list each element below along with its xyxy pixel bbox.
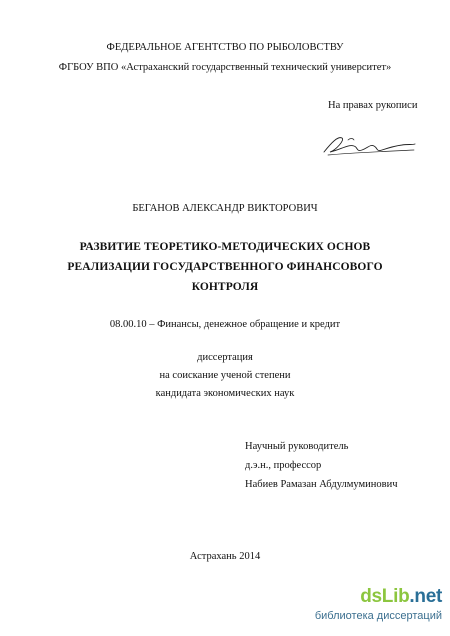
handwritten-signature — [318, 128, 418, 160]
dissertation-title — [0, 237, 450, 297]
agency-name: ФЕДЕРАЛЬНОЕ АГЕНТСТВО ПО РЫБОЛОВСТВУ — [106, 42, 344, 53]
watermark-brand-part1: dsLib — [360, 586, 410, 607]
university-name: ФГБОУ ВПО «Астраханский государственный технический университет» — [58, 62, 392, 73]
author-name: БЕГАНОВ АЛЕКСАНДР ВИКТОРОВИЧ — [132, 203, 318, 214]
title-line: РЕАЛИЗАЦИИ ГОСУДАРСТВЕННОГО ФИНАНСОВОГО — [67, 261, 383, 273]
title-line: КОНТРОЛЯ — [191, 281, 259, 293]
watermark-tagline: библиотека диссертаций — [314, 610, 442, 622]
supervisor-name: Набиев Рамазан Абдулмуминович — [245, 479, 398, 490]
supervisor-label: Научный руководитель — [245, 441, 349, 452]
rights-note: На правах рукописи — [328, 100, 418, 111]
specialty-code: 08.00.10 – Финансы, денежное обращение и кредит — [109, 319, 341, 330]
dslib-watermark[interactable] — [302, 586, 442, 630]
degree-line-1: диссертация — [197, 352, 253, 363]
watermark-brand-part2: .net — [409, 586, 442, 607]
watermark-logo — [360, 586, 442, 608]
title-line: РАЗВИТИЕ ТЕОРЕТИКО-МЕТОДИЧЕСКИХ ОСНОВ — [79, 241, 371, 253]
place-year: Астрахань 2014 — [189, 551, 261, 562]
degree-line-2: на соискание ученой степени — [159, 370, 291, 381]
supervisor-degree: д.э.н., профессор — [245, 460, 322, 471]
degree-line-3: кандидата экономических наук — [155, 388, 295, 399]
